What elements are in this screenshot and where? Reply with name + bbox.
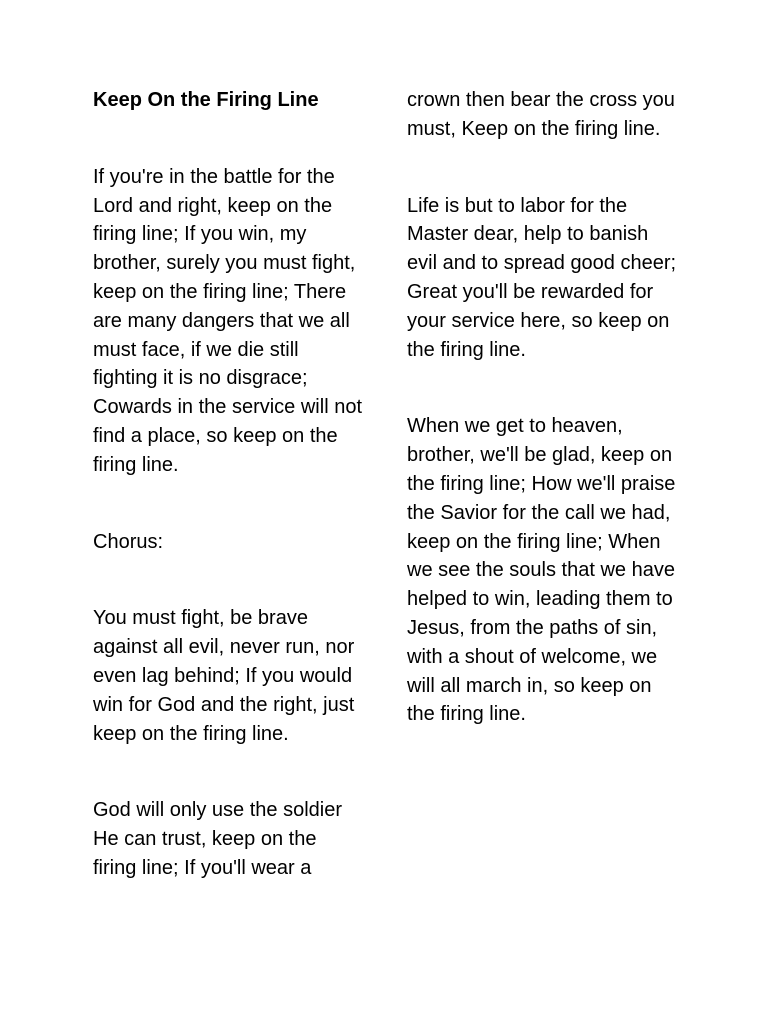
verse-2-start: God will only use the soldier He can trust, keep on the firing line; If you'll wear a xyxy=(93,799,343,879)
left-column xyxy=(93,86,365,931)
verse-1: If you're in the battle for the Lord and right, keep on the firing line; If you win, my brother, surely you must fight, keep on the firing line; There are many dangers that we all must face, if we die still fighting it is no disgrace; Cowards in the service will not find a place, so keep on the firing line. xyxy=(93,165,362,476)
chorus-heading: Chorus: xyxy=(93,530,164,553)
document-title: Keep On the Firing Line xyxy=(93,89,319,111)
right-column xyxy=(407,86,679,777)
chorus-text: You must fight, be brave against all evil, never run, nor even lag behind; If you would win for God and the right, just keep on the firing line. xyxy=(93,607,355,745)
verse-4: When we get to heaven, brother, we'll be glad, keep on the firing line; How we'll praise the Savior for the call we had, keep on the firing line; When we see the souls that we have helped to win, leading them to Jesus, from the paths of sin, with a shout of welcome, we will all march in, so keep on the firing line. xyxy=(407,415,676,726)
verse-3: Life is but to labor for the Master dear, help to banish evil and to spread good cheer; Great you'll be rewarded for your service here, so keep on the firing line. xyxy=(407,194,677,361)
verse-2-end: crown then bear the cross you must, Keep on the firing line. xyxy=(407,89,675,140)
